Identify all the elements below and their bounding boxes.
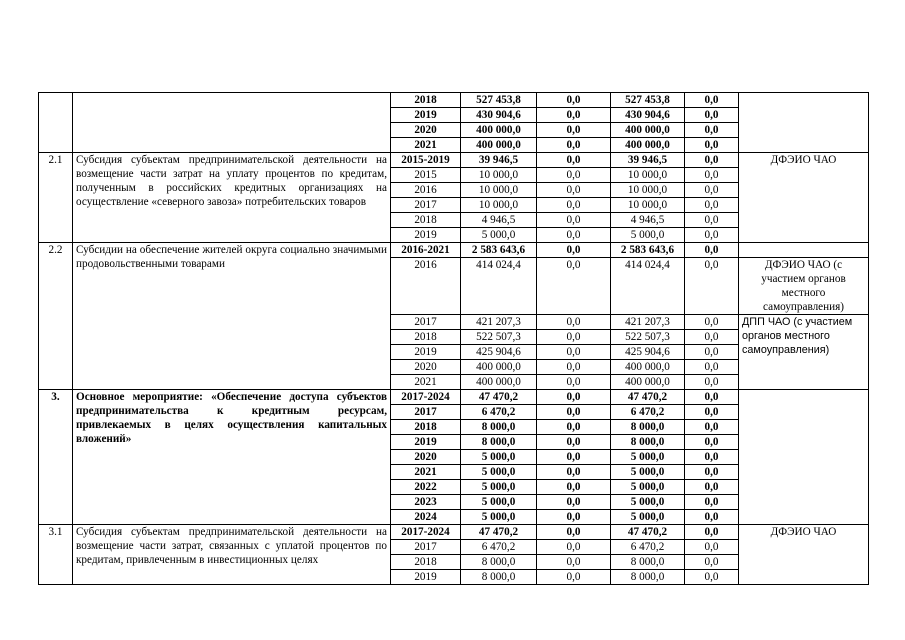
total-cell: 6 470,2 [461,405,537,420]
year-cell: 2018 [391,420,461,435]
federal-cell: 0,0 [537,93,611,108]
year-cell: 2019 [391,435,461,450]
total-cell: 4 946,5 [461,213,537,228]
year-cell: 2015-2019 [391,153,461,168]
resp-cell: ДПП ЧАО (с участием органов местного самоуправления) [739,315,869,390]
desc-cell: Основное мероприятие: «Обеспечение доступа субъектов предпринимательства к кредитным ресурсам, привлекаемых в целях осуществления капитальных вложений» [73,390,391,525]
regional-cell: 5 000,0 [611,495,685,510]
federal-cell: 0,0 [537,345,611,360]
total-cell: 47 470,2 [461,390,537,405]
other-cell: 0,0 [685,168,739,183]
regional-cell: 400 000,0 [611,360,685,375]
regional-cell: 522 507,3 [611,330,685,345]
federal-cell: 0,0 [537,228,611,243]
year-cell: 2017 [391,540,461,555]
other-cell: 0,0 [685,360,739,375]
total-cell: 400 000,0 [461,375,537,390]
federal-cell: 0,0 [537,420,611,435]
other-cell: 0,0 [685,243,739,258]
num-cell [39,93,73,153]
federal-cell: 0,0 [537,183,611,198]
federal-cell: 0,0 [537,495,611,510]
regional-cell: 5 000,0 [611,228,685,243]
other-cell: 0,0 [685,465,739,480]
regional-cell: 4 946,5 [611,213,685,228]
federal-cell: 0,0 [537,540,611,555]
year-cell: 2017-2024 [391,525,461,540]
regional-cell: 10 000,0 [611,198,685,213]
year-cell: 2019 [391,228,461,243]
other-cell: 0,0 [685,495,739,510]
year-cell: 2021 [391,375,461,390]
year-cell: 2017 [391,405,461,420]
regional-cell: 421 207,3 [611,315,685,330]
year-cell: 2019 [391,570,461,585]
total-cell: 425 904,6 [461,345,537,360]
total-cell: 47 470,2 [461,525,537,540]
federal-cell: 0,0 [537,570,611,585]
other-cell: 0,0 [685,345,739,360]
resp-cell [739,93,869,153]
federal-cell: 0,0 [537,258,611,315]
resp-cell [739,243,869,258]
regional-cell: 47 470,2 [611,525,685,540]
year-cell: 2016 [391,258,461,315]
other-cell: 0,0 [685,390,739,405]
federal-cell: 0,0 [537,390,611,405]
total-cell: 10 000,0 [461,168,537,183]
regional-cell: 5 000,0 [611,450,685,465]
year-cell: 2017 [391,198,461,213]
total-cell: 8 000,0 [461,555,537,570]
federal-cell: 0,0 [537,243,611,258]
total-cell: 400 000,0 [461,123,537,138]
federal-cell: 0,0 [537,435,611,450]
total-cell: 430 904,6 [461,108,537,123]
total-cell: 421 207,3 [461,315,537,330]
year-cell: 2017-2024 [391,390,461,405]
num-cell: 2.1 [39,153,73,243]
regional-cell: 8 000,0 [611,420,685,435]
federal-cell: 0,0 [537,450,611,465]
federal-cell: 0,0 [537,198,611,213]
year-cell: 2019 [391,108,461,123]
year-cell: 2021 [391,465,461,480]
year-cell: 2017 [391,315,461,330]
total-cell: 5 000,0 [461,465,537,480]
total-cell: 8 000,0 [461,420,537,435]
other-cell: 0,0 [685,138,739,153]
resp-cell: ДФЭИО ЧАО [739,525,869,585]
other-cell: 0,0 [685,540,739,555]
year-cell: 2016 [391,183,461,198]
regional-cell: 400 000,0 [611,138,685,153]
total-cell: 6 470,2 [461,540,537,555]
year-cell: 2018 [391,555,461,570]
other-cell: 0,0 [685,375,739,390]
total-cell: 527 453,8 [461,93,537,108]
federal-cell: 0,0 [537,480,611,495]
regional-cell: 6 470,2 [611,540,685,555]
desc-cell [73,93,391,153]
budget-table [38,92,869,585]
regional-cell: 10 000,0 [611,183,685,198]
regional-cell: 5 000,0 [611,465,685,480]
other-cell: 0,0 [685,555,739,570]
year-cell: 2016-2021 [391,243,461,258]
year-cell: 2023 [391,495,461,510]
other-cell: 0,0 [685,213,739,228]
regional-cell: 430 904,6 [611,108,685,123]
federal-cell: 0,0 [537,168,611,183]
other-cell: 0,0 [685,183,739,198]
regional-cell: 8 000,0 [611,435,685,450]
other-cell: 0,0 [685,480,739,495]
table-row [39,243,869,258]
year-cell: 2019 [391,345,461,360]
federal-cell: 0,0 [537,138,611,153]
federal-cell: 0,0 [537,330,611,345]
regional-cell: 8 000,0 [611,555,685,570]
other-cell: 0,0 [685,258,739,315]
table-row [39,525,869,540]
federal-cell: 0,0 [537,465,611,480]
total-cell: 5 000,0 [461,450,537,465]
resp-cell: ДФЭИО ЧАО (с участием органов местного самоуправления) [739,258,869,315]
other-cell: 0,0 [685,570,739,585]
total-cell: 414 024,4 [461,258,537,315]
regional-cell: 400 000,0 [611,123,685,138]
total-cell: 10 000,0 [461,183,537,198]
federal-cell: 0,0 [537,108,611,123]
federal-cell: 0,0 [537,405,611,420]
year-cell: 2020 [391,450,461,465]
regional-cell: 425 904,6 [611,345,685,360]
num-cell: 2.2 [39,243,73,390]
regional-cell: 5 000,0 [611,510,685,525]
other-cell: 0,0 [685,123,739,138]
regional-cell: 400 000,0 [611,375,685,390]
year-cell: 2020 [391,123,461,138]
regional-cell: 8 000,0 [611,570,685,585]
other-cell: 0,0 [685,108,739,123]
regional-cell: 2 583 643,6 [611,243,685,258]
total-cell: 10 000,0 [461,198,537,213]
resp-cell [739,390,869,525]
total-cell: 2 583 643,6 [461,243,537,258]
federal-cell: 0,0 [537,510,611,525]
year-cell: 2024 [391,510,461,525]
federal-cell: 0,0 [537,525,611,540]
total-cell: 39 946,5 [461,153,537,168]
federal-cell: 0,0 [537,123,611,138]
other-cell: 0,0 [685,405,739,420]
desc-cell: Субсидия субъектам предпринимательской деятельности на возмещение части затрат на уплату процентов по кредитам, полученным в российских кредитных организациях на осуществление «северного завоза» потребительских товаров [73,153,391,243]
other-cell: 0,0 [685,420,739,435]
other-cell: 0,0 [685,525,739,540]
year-cell: 2018 [391,330,461,345]
federal-cell: 0,0 [537,360,611,375]
regional-cell: 527 453,8 [611,93,685,108]
federal-cell: 0,0 [537,153,611,168]
federal-cell: 0,0 [537,213,611,228]
other-cell: 0,0 [685,228,739,243]
num-cell: 3. [39,390,73,525]
regional-cell: 6 470,2 [611,405,685,420]
year-cell: 2020 [391,360,461,375]
other-cell: 0,0 [685,450,739,465]
desc-cell: Субсидия субъектам предпринимательской деятельности на возмещение части затрат, связанных с уплатой процентов по кредитам, привлеченным в инвестиционных целях [73,525,391,585]
total-cell: 5 000,0 [461,510,537,525]
other-cell: 0,0 [685,330,739,345]
total-cell: 522 507,3 [461,330,537,345]
total-cell: 8 000,0 [461,570,537,585]
table-row [39,93,869,108]
federal-cell: 0,0 [537,375,611,390]
other-cell: 0,0 [685,153,739,168]
other-cell: 0,0 [685,198,739,213]
other-cell: 0,0 [685,315,739,330]
total-cell: 5 000,0 [461,495,537,510]
table-row [39,390,869,405]
regional-cell: 414 024,4 [611,258,685,315]
regional-cell: 5 000,0 [611,480,685,495]
regional-cell: 10 000,0 [611,168,685,183]
total-cell: 400 000,0 [461,138,537,153]
total-cell: 400 000,0 [461,360,537,375]
regional-cell: 47 470,2 [611,390,685,405]
year-cell: 2022 [391,480,461,495]
federal-cell: 0,0 [537,555,611,570]
num-cell: 3.1 [39,525,73,585]
federal-cell: 0,0 [537,315,611,330]
table-row [39,153,869,168]
other-cell: 0,0 [685,510,739,525]
total-cell: 5 000,0 [461,480,537,495]
year-cell: 2018 [391,213,461,228]
other-cell: 0,0 [685,93,739,108]
total-cell: 5 000,0 [461,228,537,243]
year-cell: 2021 [391,138,461,153]
resp-cell: ДФЭИО ЧАО [739,153,869,243]
year-cell: 2018 [391,93,461,108]
desc-cell: Субсидии на обеспечение жителей округа социально значимыми продовольственными товарами [73,243,391,390]
regional-cell: 39 946,5 [611,153,685,168]
year-cell: 2015 [391,168,461,183]
other-cell: 0,0 [685,435,739,450]
total-cell: 8 000,0 [461,435,537,450]
